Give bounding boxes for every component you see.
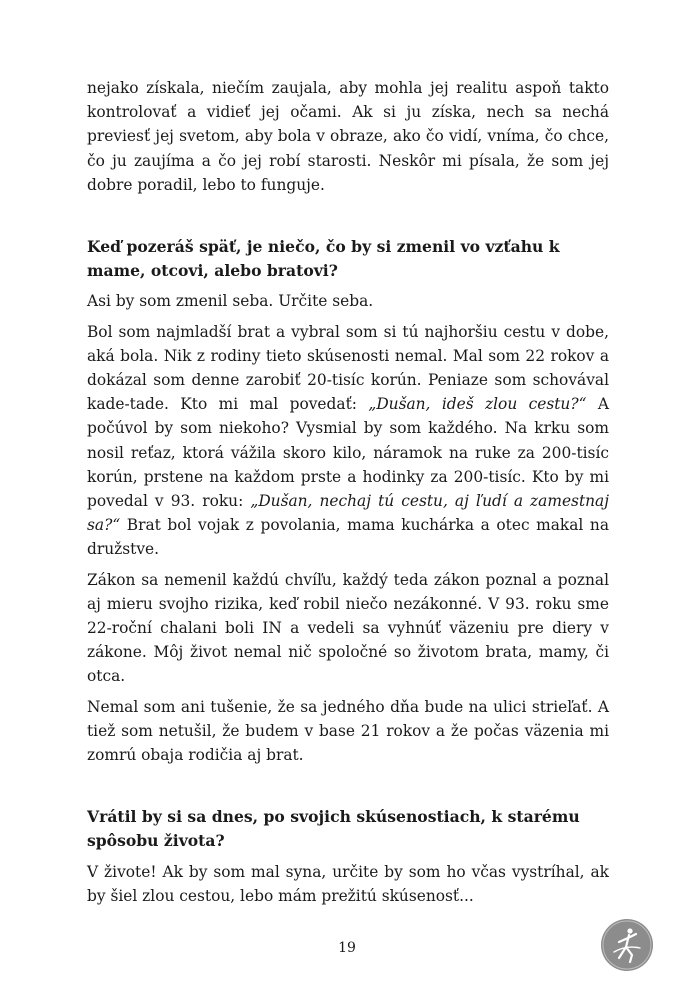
answer-1-p2-text-2: A počúvol by som niekoho? Vysmial by som každého. Na krku som nosil reťaz, ktorá vážila skoro kilo, náramok na ruke za 200-tisíc korún, prstene na každom prste a hodinky za 200-tisíc. Kto by mi povedal v 93. roku: bbox=[87, 395, 609, 511]
answer-1-short: Asi by som zmenil seba. Určite seba. bbox=[87, 292, 374, 311]
answer-2: V živote! Ak by som mal syna, určite by som ho včas vystríhal, ak by šiel zlou cestou, lebo mám prežitú skúsenosť... bbox=[87, 862, 609, 905]
answer-1-paragraph-2 bbox=[87, 320, 609, 562]
question-2: Vrátil by si sa dnes, po svojich skúsenostiach, k starému spôsobu života? bbox=[87, 807, 580, 851]
answer-1-p2-text-1: Bol som najmladší brat a vybral som si tú najhoršiu cestu v dobe, aká bola. Nik z rodiny tieto skúsenosti nemal. Mal som 22 rokov a dokázal som denne zarobiť 20-tisíc korún. Peniaze som schovával kade-tade. Kto mi mal povedať: bbox=[87, 322, 609, 414]
question-1: Keď pozeráš späť, je niečo, čo by si zmenil vo vzťahu k mame, otcovi, alebo bratovi? bbox=[87, 237, 560, 281]
answer-1-quote-2: „Dušan, nechaj tú cestu, aj ľudí a zamestnaj sa?“ bbox=[87, 492, 609, 535]
runner-figure-icon bbox=[600, 918, 654, 972]
answer-1-quote-1: „Dušan, ideš zlou cestu?“ bbox=[368, 395, 587, 414]
intro-paragraph: nejako získala, niečím zaujala, aby mohla jej realitu aspoň takto kontrolovať a vidieť jej očami. Ak si ju získa, nech sa nechá previesť jej svetom, aby bola v obraze, ako čo vidí, vníma, čo chce, čo ju zaujíma a čo jej robí starosti. Neskôr mi písala, že som jej dobre poradil, lebo to funguje. bbox=[87, 79, 609, 194]
answer-1-p2-text-3: Brat bol vojak z povolania, mama kuchárka a otec makal na družstve. bbox=[87, 516, 609, 559]
page-content bbox=[87, 76, 609, 914]
answer-1-paragraph-3: Zákon sa nemenil každú chvíľu, každý teda zákon poznal a poznal aj mieru svojho rizika, keď robil niečo nezákonné. V 93. roku sme 22-roční chalani boli IN a vedeli sa vyhnúť väzeniu pre diery v zákone. Môj život nemal nič spoločné so životom brata, mamy, či otca. bbox=[87, 570, 609, 686]
answer-1-paragraph-4: Nemal som ani tušenie, že sa jedného dňa bude na ulici strieľať. A tiež som netušil, že budem v base 21 rokov a že počas väzenia mi zomrú obaja rodičia aj brat. bbox=[87, 697, 609, 765]
page-number: 19 bbox=[338, 940, 356, 956]
